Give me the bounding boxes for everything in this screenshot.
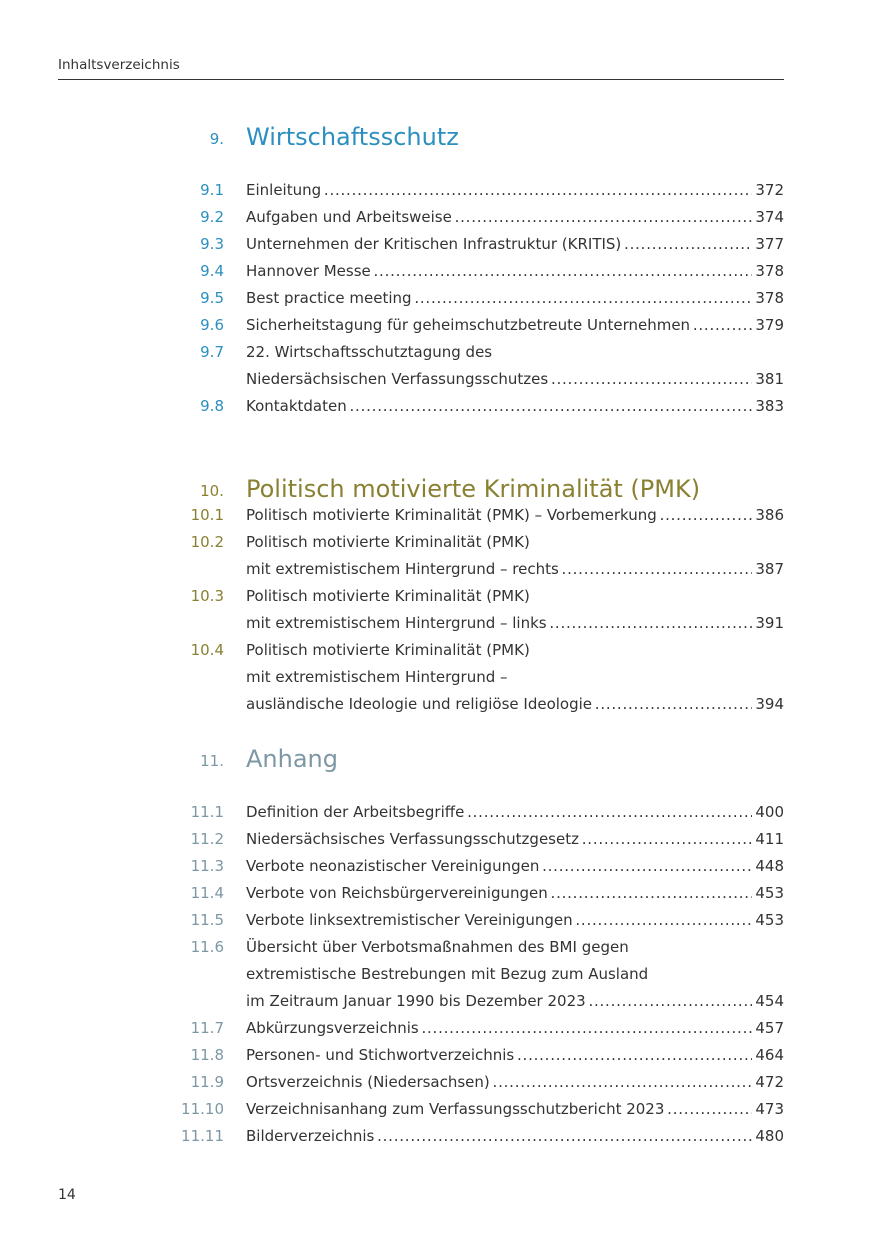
toc-entry[interactable] xyxy=(0,854,875,881)
entry-page: 457 xyxy=(752,1019,784,1037)
entry-page: 391 xyxy=(752,614,784,632)
entry-title: Übersicht über Verbotsmaßnahmen des BMI gegen xyxy=(246,938,629,956)
entry-page: 378 xyxy=(752,262,784,280)
entry-page: 453 xyxy=(752,911,784,929)
entry-page: 480 xyxy=(752,1127,784,1145)
entry-number: 9.8 xyxy=(200,397,224,415)
toc-entry[interactable] xyxy=(0,1097,875,1124)
entry-title: mit extremistischem Hintergrund – rechts . . . xyxy=(246,560,784,578)
entry-title: Kontaktdaten . . . xyxy=(246,397,784,415)
entry-number: 11.7 xyxy=(190,1019,224,1037)
entry-title: Verbote von Reichsbürgervereinigungen . . . xyxy=(246,884,784,902)
entry-page: 464 xyxy=(752,1046,784,1064)
entry-number: 10.1 xyxy=(190,506,224,524)
entry-number: 9.5 xyxy=(200,289,224,307)
entry-page: 378 xyxy=(752,289,784,307)
entry-title: im Zeitraum Januar 1990 bis Dezember 2023 . . . xyxy=(246,992,784,1010)
toc-entry[interactable] xyxy=(0,286,875,313)
entry-title: Sicherheitstagung für geheimschutzbetreute Unternehmen . . . xyxy=(246,316,784,334)
chapter-title: Anhang xyxy=(246,745,338,773)
toc-entry[interactable] xyxy=(0,259,875,286)
entry-number: 11.5 xyxy=(190,911,224,929)
entry-page: 377 xyxy=(752,235,784,253)
toc-entry[interactable] xyxy=(0,611,875,638)
entry-number: 11.11 xyxy=(181,1127,224,1145)
entry-number: 10.3 xyxy=(190,587,224,605)
toc-entry[interactable] xyxy=(0,989,875,1016)
chapter-number: 11. xyxy=(200,752,224,770)
entry-page: 472 xyxy=(752,1073,784,1091)
entry-page: 379 xyxy=(752,316,784,334)
entry-number: 11.3 xyxy=(190,857,224,875)
entry-title: extremistische Bestrebungen mit Bezug zum Ausland xyxy=(246,965,649,983)
entry-number: 9.7 xyxy=(200,343,224,361)
toc-entry[interactable] xyxy=(0,367,875,394)
toc-entry[interactable] xyxy=(0,1016,875,1043)
toc-entry[interactable] xyxy=(0,665,875,692)
entry-number: 11.4 xyxy=(190,884,224,902)
toc-entry[interactable] xyxy=(0,205,875,232)
toc-entry[interactable] xyxy=(0,638,875,665)
chapter-title: Wirtschaftsschutz xyxy=(246,123,459,151)
entry-title: Niedersächsisches Verfassungsschutzgesetz . . . xyxy=(246,830,784,848)
header-rule xyxy=(58,79,784,80)
toc-entry[interactable] xyxy=(0,1124,875,1151)
toc-entry[interactable] xyxy=(0,530,875,557)
entry-page: 386 xyxy=(752,506,784,524)
entry-page: 411 xyxy=(752,830,784,848)
entry-title: Verbote linksextremistischer Vereinigungen . . . xyxy=(246,911,784,929)
chapter-heading xyxy=(0,116,875,156)
entry-number: 9.4 xyxy=(200,262,224,280)
toc-entry[interactable] xyxy=(0,340,875,367)
entry-title: Hannover Messe . . . xyxy=(246,262,784,280)
toc-entry[interactable] xyxy=(0,584,875,611)
entry-title: Niedersächsischen Verfassungsschutzes . . . xyxy=(246,370,784,388)
entry-page: 400 xyxy=(752,803,784,821)
entry-title: Politisch motivierte Kriminalität (PMK) xyxy=(246,533,530,551)
toc-entry[interactable] xyxy=(0,692,875,719)
toc-entry[interactable] xyxy=(0,232,875,259)
entry-title: Politisch motivierte Kriminalität (PMK) – Vorbemerkung . . . xyxy=(246,506,784,524)
entry-number: 9.1 xyxy=(200,181,224,199)
entry-page: 372 xyxy=(752,181,784,199)
entry-number: 10.2 xyxy=(190,533,224,551)
running-header: Inhaltsverzeichnis xyxy=(58,57,180,73)
entry-number: 9.3 xyxy=(200,235,224,253)
entry-title: mit extremistischem Hintergrund – links . . . xyxy=(246,614,784,632)
entry-title: Politisch motivierte Kriminalität (PMK) xyxy=(246,587,530,605)
entry-number: 11.9 xyxy=(190,1073,224,1091)
entry-number: 9.6 xyxy=(200,316,224,334)
entry-title: Ortsverzeichnis (Niedersachsen) . . . xyxy=(246,1073,784,1091)
toc-entry[interactable] xyxy=(0,881,875,908)
entry-title: ausländische Ideologie und religiöse Ideologie . . . xyxy=(246,695,784,713)
toc-entry[interactable] xyxy=(0,827,875,854)
entry-number: 10.4 xyxy=(190,641,224,659)
toc-entry[interactable] xyxy=(0,503,875,530)
entry-number: 9.2 xyxy=(200,208,224,226)
entry-number: 11.10 xyxy=(181,1100,224,1118)
entry-title: Aufgaben und Arbeitsweise . . . xyxy=(246,208,784,226)
toc-entry[interactable] xyxy=(0,935,875,962)
toc-entry[interactable] xyxy=(0,962,875,989)
entry-title: mit extremistischem Hintergrund – xyxy=(246,668,508,686)
entry-title: 22. Wirtschaftsschutztagung des xyxy=(246,343,493,361)
chapter-heading xyxy=(0,468,875,508)
chapter-heading xyxy=(0,738,875,778)
entry-title: Einleitung . . . xyxy=(246,181,784,199)
entry-page: 387 xyxy=(752,560,784,578)
entry-title: Verzeichnisanhang zum Verfassungsschutzbericht 2023 . . . xyxy=(246,1100,784,1118)
toc-entry[interactable] xyxy=(0,1043,875,1070)
entry-title: Definition der Arbeitsbegriffe . . . xyxy=(246,803,784,821)
chapter-number: 9. xyxy=(209,130,224,148)
entry-page: 473 xyxy=(752,1100,784,1118)
toc-entry[interactable] xyxy=(0,557,875,584)
toc-entry[interactable] xyxy=(0,394,875,421)
entry-page: 454 xyxy=(752,992,784,1010)
toc-entry[interactable] xyxy=(0,178,875,205)
entry-page: 453 xyxy=(752,884,784,902)
entry-title: Personen- und Stichwortverzeichnis . . . xyxy=(246,1046,784,1064)
entry-number: 11.8 xyxy=(190,1046,224,1064)
entry-title: Verbote neonazistischer Vereinigungen . . . xyxy=(246,857,784,875)
entry-number: 11.2 xyxy=(190,830,224,848)
chapter-number: 10. xyxy=(200,482,224,500)
entry-title: Abkürzungsverzeichnis . . . xyxy=(246,1019,784,1037)
entry-page: 383 xyxy=(752,397,784,415)
entry-page: 381 xyxy=(752,370,784,388)
toc-entry[interactable] xyxy=(0,313,875,340)
entry-page: 394 xyxy=(752,695,784,713)
toc-entry[interactable] xyxy=(0,800,875,827)
toc-entry[interactable] xyxy=(0,908,875,935)
chapter-title: Politisch motivierte Kriminalität (PMK) xyxy=(246,475,701,503)
entry-title: Unternehmen der Kritischen Infrastruktur (KRITIS) . . . xyxy=(246,235,784,253)
entry-title: Best practice meeting . . . xyxy=(246,289,784,307)
toc-entry[interactable] xyxy=(0,1070,875,1097)
entry-title: Bilderverzeichnis . . . xyxy=(246,1127,784,1145)
entry-page: 374 xyxy=(752,208,784,226)
entry-page: 448 xyxy=(752,857,784,875)
page-number: 14 xyxy=(58,1187,76,1203)
entry-number: 11.6 xyxy=(190,938,224,956)
entry-title: Politisch motivierte Kriminalität (PMK) xyxy=(246,641,530,659)
entry-number: 11.1 xyxy=(190,803,224,821)
